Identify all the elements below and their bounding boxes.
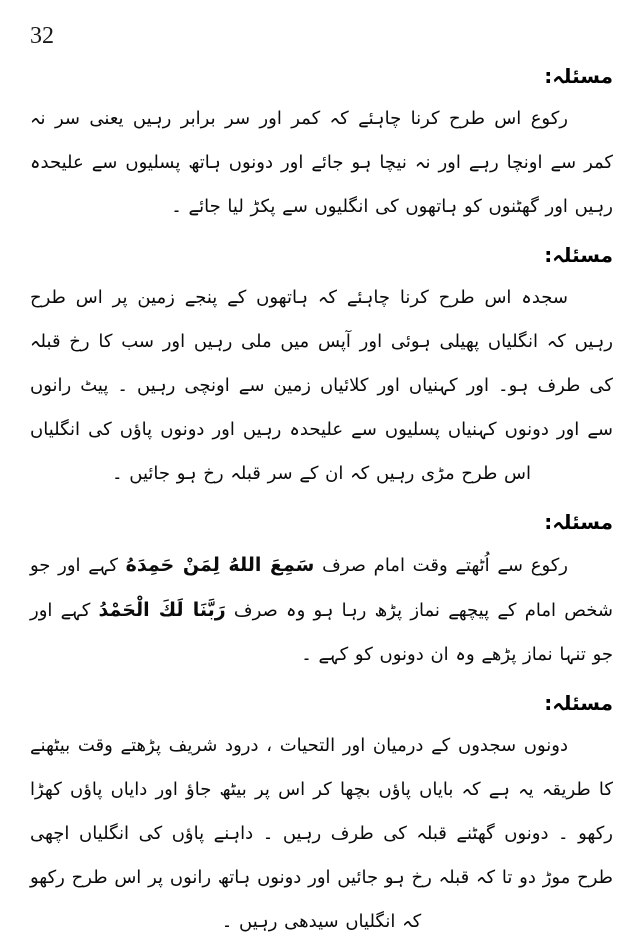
arabic-phrase-tahmid: رَبَّنَا لَكَ الْحَمْدُ — [98, 599, 226, 621]
masla-section-1 — [30, 64, 613, 229]
masla-section-3 — [30, 510, 613, 677]
masla-section-4 — [30, 691, 613, 944]
paragraph-text: رکوع سے اُٹھتے وقت امام صرف — [314, 555, 568, 576]
paragraph-text: کہے اور جو شخص امام کے پیچھے نماز پڑھ رہا ہو وہ صرف — [30, 555, 613, 621]
masla-heading: مسئلہ: — [544, 691, 613, 715]
masla-heading: مسئلہ: — [544, 243, 613, 267]
masla-heading: مسئلہ: — [544, 64, 613, 88]
masla-paragraph: سجدہ اس طرح کرنا چاہئے کہ ہاتھوں کے پنجے زمین پر اس طرح رہیں کہ انگلیاں پھیلی ہوئی اور آپس میں ملی رہیں اور سب کا رخ قبلہ کی طرف ہو۔ اور کہنیاں اور کلائیاں زمین سے اونچی رہیں ۔ پیٹ رانوں سے اور دونوں کہنیاں پسلیوں سے علیحدہ رہیں اور دونوں پاؤں کی انگلیاں اس طرح مڑی رہیں کہ ان کے سر قبلہ رخ ہو جائیں ۔ — [30, 287, 613, 484]
page-number: 32 — [30, 23, 54, 49]
masla-paragraph: رکوع اس طرح کرنا چاہئے کہ کمر اور سر برابر رہیں یعنی سر نہ کمر سے اونچا رہے اور نہ نیچا ہو جائے اور دونوں ہاتھ پسلیوں سے علیحدہ رہیں اور گھٹنوں کو ہاتھوں کی انگلیوں سے پکڑ لیا جائے ۔ — [30, 108, 613, 217]
masla-section-2 — [30, 243, 613, 496]
paragraph-text: کہے اور جو تنہا نماز پڑھے وہ ان دونوں کو کہے ۔ — [30, 600, 613, 665]
arabic-phrase-tasmi: سَمِعَ اللهُ لِمَنْ حَمِدَهُ — [125, 554, 315, 576]
masla-paragraph — [30, 543, 613, 677]
masla-paragraph: دونوں سجدوں کے درمیان اور التحیات ، درود شریف پڑھتے وقت بیٹھنے کا طریقہ یہ ہے کہ بایاں پاؤں بچھا کر اس پر بیٹھ جاؤ اور دایاں پاؤں کھڑا رکھو ۔ دونوں گھٹنے قبلہ کی طرف رہیں ۔ داہنے پاؤں کی انگلیاں اچھی طرح موڑ دو تا کہ قبلہ رخ ہو جائیں اور دونوں ہاتھ رانوں پر اس طرح رکھو کہ انگلیاں سیدھی رہیں ۔ — [30, 735, 613, 932]
masla-heading: مسئلہ: — [544, 510, 613, 534]
